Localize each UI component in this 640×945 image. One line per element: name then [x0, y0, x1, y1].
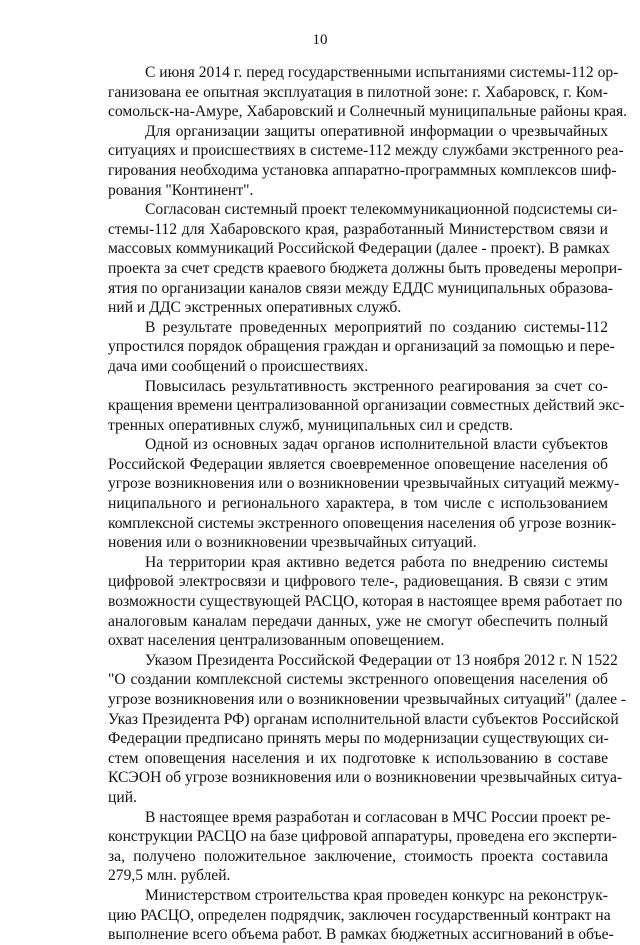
text-line: кращения времени централизованной организации совместных действий экс-	[108, 397, 625, 415]
paragraph	[108, 377, 625, 436]
text-line: стем оповещения населения и их подготовке к использованию в составе	[108, 749, 608, 767]
text-line: ниципального и регионального характера, в том числе с использованием	[108, 495, 608, 513]
text-line: тренных оперативных служб, муниципальных сил и средств.	[108, 416, 514, 434]
text-line: ятия по организации каналов связи между ЕДДС муниципальных образова-	[108, 279, 613, 297]
text-line: цифровой электросвязи и цифрового теле-, радиовещания. В связи с этим	[108, 573, 608, 591]
text-line: аналоговым каналам передачи данных, уже не смогут обеспечить полный	[108, 612, 608, 630]
text-line: В результате проведенных мероприятий по созданию системы-112	[145, 318, 608, 336]
text-line: за, получено положительное заключение, стоимость проекта составила	[108, 847, 608, 865]
text-line: выполнение всего объема работ. В рамках бюджетных ассигнований в объе-	[108, 926, 614, 944]
text-line: охват населения централизованным оповещением.	[108, 632, 445, 650]
text-line: С июня 2014 г. перед государственными испытаниями системы-112 ор-	[145, 64, 619, 81]
text-line: дача ими сообщений о происшествиях.	[108, 357, 369, 375]
text-line: упростился порядок обращения граждан и организаций за помощью и пере-	[108, 338, 615, 356]
text-line: массовых коммуникаций Российской Федерации (далее - проект). В рамках	[108, 240, 610, 258]
text-line: Указ Президента РФ) органам исполнительной власти субъектов Российской	[108, 710, 619, 728]
text-line: гирования необходима установка аппаратно-программных комплексов шиф-	[108, 161, 617, 179]
document-body	[108, 63, 628, 945]
paragraph	[108, 200, 623, 318]
paragraph	[108, 808, 617, 886]
paragraph	[108, 122, 624, 200]
text-line: ситуациях и происшествиях в системе-112 между службами экстренного реа-	[108, 142, 624, 160]
text-line: Согласован системный проект телекоммуникационной подсистемы си-	[145, 201, 618, 219]
text-line: стемы-112 для Хабаровского края, разработанный Министерством связи и	[108, 220, 608, 238]
text-line: Министерством строительства края проведен конкурс на реконструк-	[145, 886, 608, 904]
text-line: возможности существующей РАСЦО, которая в настоящее время работает по	[108, 593, 623, 611]
text-line: ний и ДДС экстренных оперативных служб.	[108, 299, 402, 317]
text-line: "О создании комплексной системы экстренного оповещения населения об	[108, 671, 608, 689]
text-line: ций.	[108, 788, 137, 806]
text-line: Федерации предписано принять меры по модернизации существующих си-	[108, 730, 609, 748]
text-line: 279,5 млн. рублей.	[108, 867, 231, 885]
text-line: Российской Федерации является своевременное оповещение населения об	[108, 455, 608, 473]
paragraph	[108, 63, 628, 122]
text-line: Одной из основных задач органов исполнительной власти субъектов	[145, 436, 608, 454]
text-line: угрозе возникновения или о возникновении чрезвычайных ситуаций" (далее -	[108, 691, 627, 708]
text-line: сомольск-на-Амуре, Хабаровский и Солнечный муниципальные районы края.	[108, 103, 628, 121]
text-line: цию РАСЦО, определен подрядчик, заключен государственный контракт на	[108, 906, 611, 924]
text-line: Повысилась результативность экстренного реагирования за счет со-	[145, 377, 608, 395]
text-line: На территории края активно ведется работа по внедрению системы	[145, 553, 608, 571]
text-line: ганизована ее опытная эксплуатация в пилотной зоне: г. Хабаровск, г. Ком-	[108, 83, 608, 101]
paragraph	[108, 318, 615, 377]
page-number: 10	[312, 32, 328, 48]
text-line: Указом Президента Российской Федерации от 13 ноября 2012 г. N 1522	[145, 651, 618, 669]
paragraph	[108, 435, 620, 553]
text-line: КСЭОН об угрозе возникновения или о возникновении чрезвычайных ситуа-	[108, 769, 623, 787]
text-line: комплексной системы экстренного оповещения населения об угрозе возник-	[108, 514, 617, 532]
text-line: новения или о возникновении чрезвычайных ситуаций.	[108, 534, 477, 552]
text-line: угрозе возникновения или о возникновении чрезвычайных ситуаций межму-	[108, 475, 620, 493]
text-line: проекта за счет средств краевого бюджета должны быть проведены меропри-	[108, 259, 623, 277]
text-line: В настоящее время разработан и согласован в МЧС России проект ре-	[145, 808, 611, 826]
text-line: конструкции РАСЦО на базе цифровой аппаратуры, проведена его эксперти-	[108, 828, 617, 846]
paragraph	[108, 651, 627, 808]
paragraph	[108, 553, 623, 651]
paragraph	[108, 886, 614, 945]
text-line: рования "Континент".	[108, 181, 254, 199]
text-line: Для организации защиты оперативной информации о чрезвычайных	[145, 122, 608, 140]
